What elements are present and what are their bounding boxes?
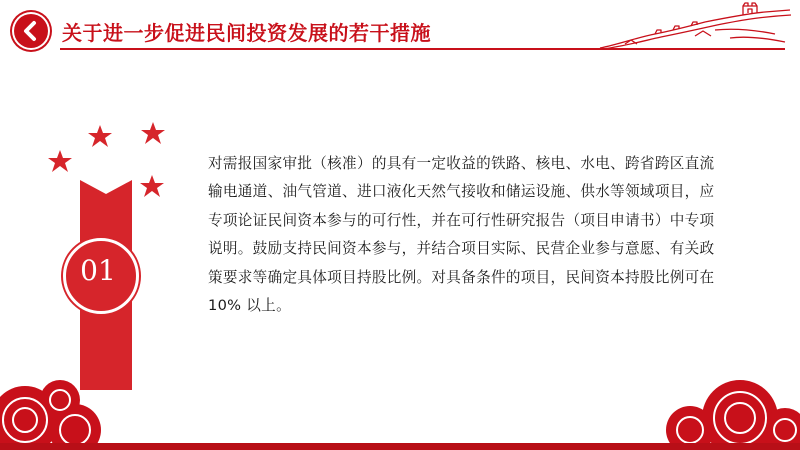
chevron-left-icon — [14, 14, 48, 48]
page-title: 关于进一步促进民间投资发展的若干措施 — [62, 21, 431, 45]
bottom-border — [0, 443, 800, 450]
section-number: 01 — [80, 254, 116, 287]
great-wall-icon — [595, 0, 795, 50]
star-icon — [141, 122, 165, 144]
section-body-text: 对需报国家审批（核准）的具有一定收益的铁路、核电、水电、跨省跨区直流输电通道、油气管道、进口液化天然气接收和储运设施、供水等领域项目，应专项论证民间资本参与的可行性，并在可行性研究报告（项目申请书）中专项说明。鼓励支持民间资本参与，并结合项目实际、民营企业参与意愿、有关政策要求等确定具体项目持股比例。对具备条件的项目，民间资本持股比例可在 10% 以上。 — [208, 155, 715, 315]
star-icon — [88, 125, 112, 147]
star-icon — [140, 175, 164, 197]
header-bar — [0, 0, 800, 60]
back-button[interactable] — [14, 14, 48, 48]
star-icon — [48, 150, 72, 172]
cloud-border-decoration — [0, 360, 800, 450]
